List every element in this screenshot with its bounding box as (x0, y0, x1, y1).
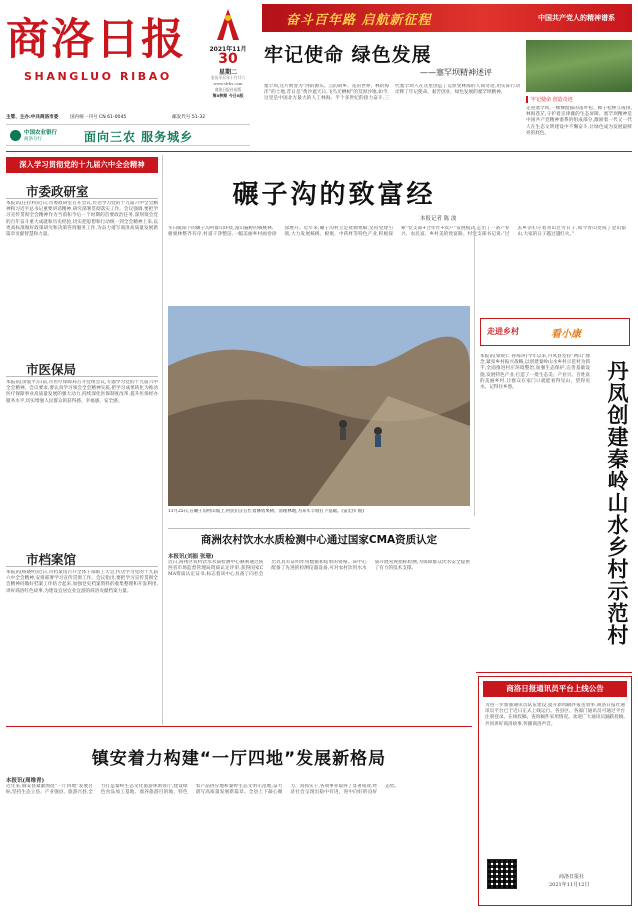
lead-story-subtitle: ——塞罕坝精神述评 (420, 68, 492, 77)
issue-lunar: 农历辛丑年十月廿六 (210, 75, 246, 80)
issue-pages: 第8种期 今日8版 (212, 93, 244, 98)
notice-title: 商洛日报通讯员平台上线公告 (483, 681, 627, 697)
section-text-medical: 本报讯(余爱平)日前,市医疗保障局召开党组会议,专题学习党的十九届六中全会精神。会议要求,要认真学习领会全会精神实质,把学习成果转化为推动医疗保障事业高质量发展的强大动力,持续深化医保制度改革,提升医保经办服务水平,切实增强人民群众的获得感、幸福感、安全感。 (6, 380, 158, 404)
top-banner-sub: 中国共产党人的精神谱系 (538, 14, 615, 22)
section-title-policy: 市委政研室 (26, 184, 89, 199)
feature-story-photo (168, 306, 470, 506)
lead-story-tag: 牢记使命 创造奇迹 (526, 96, 632, 103)
right-column-vertical-title: 丹凤创建秦岭山水乡村示范村 (605, 360, 629, 646)
bank-sub: 商洛分行 (24, 137, 42, 142)
bank-ad[interactable] (6, 124, 250, 146)
issue-date: 2021年11月 (209, 46, 247, 53)
lead-story-title: 牢记使命 绿色发展 (264, 44, 432, 66)
bottom-story-byline: 本报讯(周维青) (6, 778, 45, 784)
top-banner (262, 4, 632, 32)
left-column-banner: 深入学习贯彻党的十九届六中全会精神 (6, 157, 158, 173)
issue-day: 30 (218, 51, 238, 67)
section-text-policy: 本报讯(任拉利)近日,市委政研室召开会议,传达学习党的十九届六中全会精神和习近平总书记重要讲话精神,研究部署贯彻落实工作。会议强调,要把学习宣传贯彻全会精神作为当前和今后一个时期的首要政治任务,深刻领会党的百年奋斗重大成就和历史经验,切实把思想和行动统一到全会精神上来,以更高标准做好政策研究和决策咨询服务工作,为奋力谱写商洛高质量发展新篇章贡献智慧和力量。 (6, 201, 158, 238)
feature-story-body: 冬日暖阳下的碾子沟村群山环绕,漫山遍野的核桃林、板栗林整齐有序,村道干净整洁,一幅美丽乡村画卷徐徐展开。近年来,碾子沟村立足资源禀赋,坚持党建引领,大力发展核桃、板栗、中药材等特色产业,积极探索“党支部+合作社+农户”发展模式,走出了一条产业兴、农民富、乡村美的致富路。村党支部书记说:“过去乡亲们守着青山过穷日子,如今青山变成了金山银山,大家的日子越过越红火。” (168, 226, 626, 238)
right-column-text: 本报讯(梁锐仁 孙海涛)今年以来,丹凤县坚持“两山”理念,紧扣乡村振兴战略,以创建秦岭山水乡村示范村为抓手,全面推进村庄环境整治,加强生态保护,完善基础设施,发展特色产业,打造了一批生态美、产业兴、百姓富的美丽乡村,让群众在家门口就能看得见山、望得见水、记得住乡愁。 (480, 354, 590, 391)
info-line-2: 邮发代号 51-32 (172, 115, 206, 120)
feature-story-byline: 本报记者 陈 波 (420, 216, 457, 222)
bank-name: 中国农业银行 (24, 130, 58, 136)
section-title-archive: 市档案馆 (26, 552, 77, 567)
masthead-pinyin: SHANGLUO RIBAO (24, 70, 172, 83)
credits-line: 主管、主办:中共商洛市委 (6, 115, 59, 120)
cma-story-title: 商洲农村饮水水质检测中心通过国家CMA资质认定 (200, 534, 438, 546)
bottom-story-text: 近年来,镇安县紧紧围绕“一厅四地”发展目标,坚持生态立县、产业强县、旅游兴县,全力打造秦岭生态文化旅游休闲客厅,建设绿色食品加工基地、康养旅游目的地、特色农产品供应地和秦岭生态文明示范地,奋力谱写高质量发展新篇章。全县上下凝心聚力、真抓实干,各项事业取得了显著成效,经济社会呈现出稳中有进、进中向好的良好态势。 (6, 784, 399, 796)
issue-website: www.slrbs.com (213, 81, 243, 86)
cma-story-byline: 本报讯(刘振 张珊) (168, 554, 214, 560)
right-column-tag-sub: 看小康 (551, 329, 581, 340)
masthead-title: 商洛日报 (6, 15, 186, 65)
feature-story-caption: 11月25日,在碾子沟村山坡上,村民们正在忙着修剪果树、清理林地,为来年丰收打下基础。(雷宏伟 摄) (168, 509, 364, 514)
bottom-story-title: 镇安着力构建“一厅四地”发展新格局 (91, 749, 387, 769)
bank-logo-icon (10, 130, 21, 141)
qr-code-icon (487, 859, 517, 889)
lead-story-body-right: 走进塞罕坝,一棵棵挺拔的落叶松、樟子松林立成排,林海苍茫,守护着京津冀的生态屏障。塞罕坝精神是中国共产党精神谱系的组成部分,激励着一代又一代人在生态文明建设中不懈奋斗,让绿色成为发展最鲜亮的底色。 (526, 106, 632, 136)
cma-story-text: 近日,商州区农村饮水水质检测中心顺利通过陕西省市场监督管理局资质认定评审,获得国家CMA资质认定证书,标志着该中心具备了向社会出具具有证明作用数据和结果的资格。该中心配备了先进的检测仪器设备,可对农村饮用水水质开展常规指标检测,为保障群众饮水安全提供了有力的技术支撑。 (168, 560, 470, 578)
info-line-1: 国内统一刊号 CN 61-0045 (70, 115, 127, 120)
section-title-medical: 市医保局 (26, 362, 77, 377)
notice-text: 为进一步加强通讯员队伍建设,提升新闻稿件报送效率,商洛日报社通讯员平台已于近日正式上线运行。各县区、各部门通讯员可通过平台注册登录、在线投稿、查询稿件采用情况。欢迎广大通讯员踊跃投稿,共同讲好商洛故事,传播商洛声音。 (485, 703, 625, 727)
right-column-tag-text: 走进乡村 (487, 327, 519, 336)
notice-date: 2021年11月12日 (549, 882, 590, 888)
section-text-archive: 本报讯(杨晓明)近日,市档案馆召开全体干部职工大会,传达学习党的十九届六中全会精神,安排部署学习宣传贯彻工作。会议指出,要把学习宣传贯彻全会精神同做好档案工作结合起来,加强党史档案资料的收集整理和开发利用,讲好商洛红色故事,为建设宜居宜业宜游的商洛贡献档案力量。 (6, 570, 158, 594)
notice-box (478, 676, 632, 906)
bank-slogan: 面向三农 服务城乡 (84, 130, 194, 144)
notice-signature: 商洛日报社 (559, 874, 585, 880)
issue-publisher: 商洛日报社出版 (214, 87, 242, 92)
feature-story-title: 碾子沟的致富经 (232, 180, 436, 210)
emblem-icon (214, 6, 242, 44)
lead-story-body-left: 塞罕坝,这片被誉为“河的源头、云的故乡、花的世界、林的海洋”的土地,昔日是“黄沙遮天日,飞鸟无栖树”的荒原沙地,如今,这里是中国北方最大的人工林海。半个多世纪的接力奋斗,三代塞罕坝人在这里创造了荒原变林海的人间奇迹,用实际行动诠释了牢记使命、艰苦创业、绿色发展的塞罕坝精神。 (264, 84, 520, 102)
top-banner-text: 奋斗百年路 启航新征程 (286, 13, 432, 28)
right-column-tag (480, 318, 630, 346)
lead-story-photo (526, 40, 632, 92)
issue-weekday: 星期二 (218, 69, 237, 76)
